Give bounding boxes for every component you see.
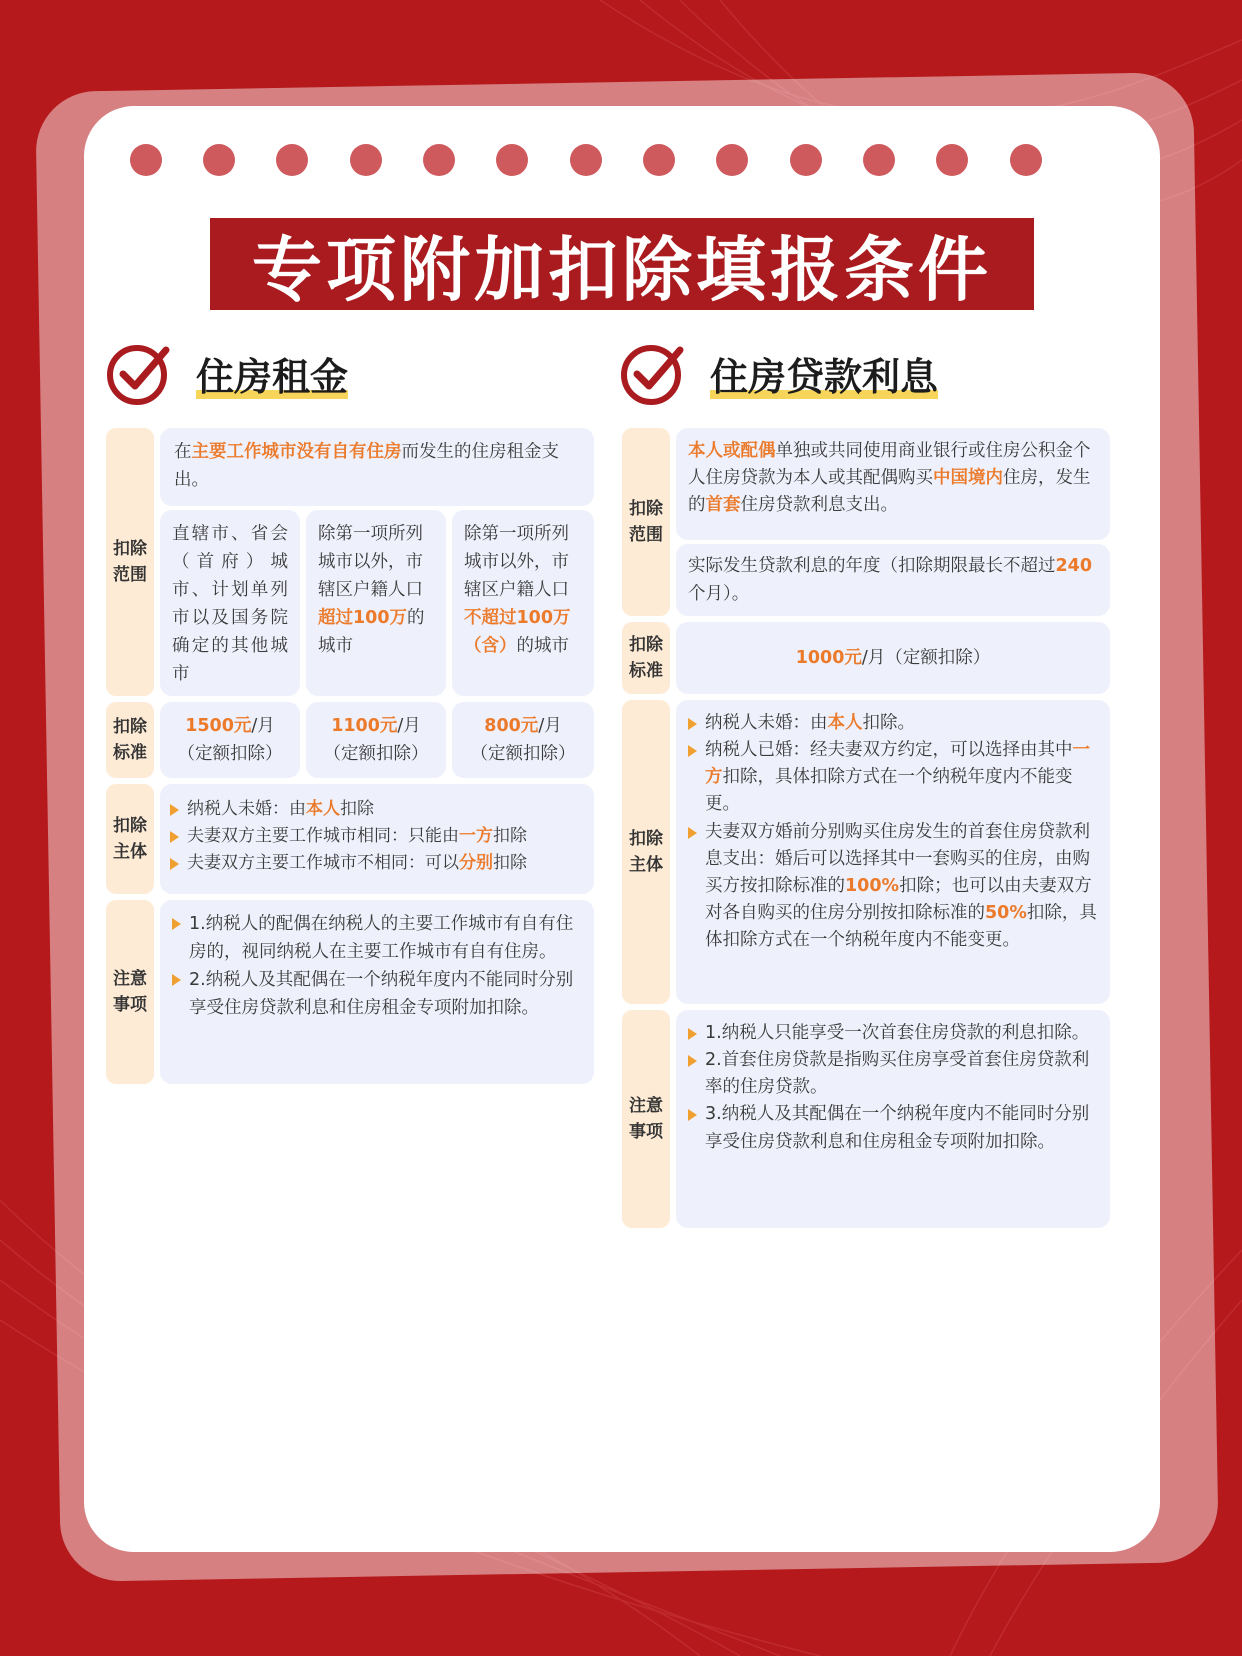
label-text: 扣除范围 bbox=[113, 538, 147, 585]
binder-hole bbox=[350, 144, 382, 176]
text-segment: 住房贷款利息支出。 bbox=[740, 495, 898, 516]
binder-hole bbox=[130, 144, 162, 176]
highlight-text: 本人 bbox=[827, 713, 863, 733]
highlight-text: 超过100万 bbox=[318, 608, 408, 628]
highlight-text: 50% bbox=[985, 902, 1027, 923]
note-text: 3.纳税人及其配偶在一个纳税年度内不能同时分别享受住房贷款利息和住房租金专项附加扣除。 bbox=[705, 1104, 1090, 1152]
rent-standard-1 bbox=[160, 702, 300, 778]
bullet-icon bbox=[688, 1109, 697, 1121]
binder-hole bbox=[423, 144, 455, 176]
highlight-text: 本人或配偶 bbox=[688, 441, 776, 461]
list-item bbox=[172, 966, 582, 1022]
highlight-text: 100% bbox=[845, 875, 900, 896]
bullet-icon bbox=[172, 974, 181, 986]
list-item bbox=[170, 850, 584, 877]
label-text: 扣除主体 bbox=[629, 828, 663, 875]
text-segment: 扣除 bbox=[340, 799, 374, 819]
note-text: （定额扣除） bbox=[177, 744, 283, 764]
text-segment: 扣除；也可以由夫妻双方对各自购买的住房分别按扣除标准的 bbox=[705, 875, 1092, 923]
note-text: 1.纳税人只能享受一次首套住房贷款的利息扣除。 bbox=[705, 1023, 1090, 1043]
amount-text: 1100元 bbox=[331, 716, 398, 736]
text-segment: 夫妻双方主要工作城市相同：只能由 bbox=[187, 826, 459, 847]
text-segment: 纳税人未婚：由 bbox=[705, 713, 828, 733]
bullet-icon bbox=[688, 1028, 697, 1040]
rent-subject-label bbox=[106, 784, 154, 894]
rent-notes-label bbox=[106, 900, 154, 1084]
bullet-icon bbox=[170, 804, 179, 816]
label-text: 注意事项 bbox=[629, 1095, 663, 1142]
binder-hole bbox=[496, 144, 528, 176]
list-item bbox=[688, 710, 1098, 737]
bullet-icon bbox=[688, 827, 697, 839]
loan-notes-list bbox=[676, 1010, 1110, 1228]
note-text: （定额扣除） bbox=[323, 744, 429, 764]
text-segment: 夫妻双方主要工作城市不相同：可以 bbox=[187, 853, 459, 874]
city-tier-text: 的城市 bbox=[516, 636, 569, 656]
text-segment: 扣除，具体扣除方式在一个纳税年度内不能变更。 bbox=[705, 767, 1073, 815]
label-text: 扣除标准 bbox=[629, 634, 663, 681]
highlight-text: 一方 bbox=[459, 826, 493, 847]
loan-standard-value bbox=[676, 622, 1110, 694]
rent-city-tier-2 bbox=[306, 510, 446, 696]
city-tier-text: 的城市 bbox=[318, 608, 425, 656]
rent-heading bbox=[196, 346, 348, 401]
highlight-text: 主要工作城市没有自有住房 bbox=[191, 442, 402, 462]
rent-scope-label bbox=[106, 428, 154, 696]
city-tier-text: 直辖市、省会（首府）城市、计划单列市以及国务院确定的其他城市 bbox=[172, 524, 288, 684]
highlight-text: 一方 bbox=[705, 740, 1090, 788]
check-circle-icon bbox=[620, 340, 686, 406]
list-item bbox=[688, 1047, 1098, 1101]
highlight-text: 中国境内 bbox=[933, 468, 1003, 489]
binder-holes bbox=[130, 144, 1120, 178]
bullet-icon bbox=[170, 858, 179, 870]
binder-hole bbox=[936, 144, 968, 176]
rent-subject-list bbox=[160, 784, 594, 894]
note-text: 2.首套住房贷款是指购买住房享受首套住房贷款利率的住房贷款。 bbox=[705, 1050, 1090, 1098]
label-text: 注意事项 bbox=[113, 968, 147, 1015]
loan-heading bbox=[710, 346, 938, 401]
text-segment: 住房，发生的 bbox=[688, 468, 1091, 516]
text-segment: 夫妻双方婚前分别购买住房发生的首套住房贷款利息支出：婚后可以选择其中一套购买的住房，由购买方按扣除标准的 bbox=[705, 821, 1090, 896]
loan-standard-label bbox=[622, 622, 670, 694]
binder-hole bbox=[863, 144, 895, 176]
text-segment: 而发生的住房租金支出。 bbox=[174, 442, 559, 490]
list-item bbox=[688, 1101, 1098, 1155]
page-title: 专项附加扣除填报条件 bbox=[252, 228, 992, 311]
binder-hole bbox=[1010, 144, 1042, 176]
city-tier-text: 除第一项所列城市以外，市辖区户籍人口 bbox=[318, 524, 423, 600]
highlight-text: 不超过100万（含） bbox=[464, 608, 571, 656]
highlight-text: 240 bbox=[1055, 556, 1093, 576]
unit-text: /月 bbox=[538, 716, 562, 736]
list-item bbox=[170, 796, 584, 823]
loan-scope-label bbox=[622, 428, 670, 616]
text-segment: 个月）。 bbox=[688, 584, 750, 604]
loan-header bbox=[620, 338, 938, 408]
binder-hole bbox=[203, 144, 235, 176]
binder-hole bbox=[716, 144, 748, 176]
unit-text: /月 bbox=[251, 716, 275, 736]
amount-text: 1500元 bbox=[185, 716, 252, 736]
rent-notes-list bbox=[160, 900, 594, 1084]
list-item bbox=[170, 823, 584, 850]
loan-heading-text: 住房贷款利息 bbox=[710, 354, 939, 399]
bullet-icon bbox=[688, 745, 697, 757]
loan-scope-period bbox=[676, 544, 1110, 616]
rent-scope-intro bbox=[160, 428, 594, 506]
highlight-text: 首套 bbox=[705, 495, 741, 516]
text-segment: 扣除 bbox=[493, 853, 527, 874]
text-segment: 纳税人已婚：经夫妻双方约定，可以选择由其中 bbox=[705, 740, 1073, 761]
amount-text: 800元 bbox=[484, 716, 539, 736]
list-item bbox=[688, 737, 1098, 818]
list-item bbox=[688, 1020, 1098, 1047]
list-item bbox=[172, 910, 582, 966]
binder-hole bbox=[570, 144, 602, 176]
binder-hole bbox=[643, 144, 675, 176]
rent-city-tier-1 bbox=[160, 510, 300, 696]
text-segment: 在 bbox=[174, 442, 192, 462]
highlight-text: 分别 bbox=[459, 853, 493, 874]
rent-city-tier-3 bbox=[452, 510, 594, 696]
text-segment: 实际发生贷款利息的年度（扣除期限最长不超过 bbox=[688, 556, 1056, 576]
text-segment: 扣除 bbox=[493, 826, 527, 847]
binder-hole bbox=[276, 144, 308, 176]
city-tier-text: 除第一项所列城市以外，市辖区户籍人口 bbox=[464, 524, 569, 600]
label-text: 扣除主体 bbox=[113, 815, 147, 862]
label-text: 扣除范围 bbox=[629, 498, 663, 545]
list-item bbox=[688, 819, 1098, 955]
binder-hole bbox=[790, 144, 822, 176]
rent-header bbox=[106, 338, 348, 408]
loan-subject-list bbox=[676, 700, 1110, 1004]
note-text: 2.纳税人及其配偶在一个纳税年度内不能同时分别享受住房贷款利息和住房租金专项附加扣除。 bbox=[189, 970, 574, 1018]
note-text: （定额扣除） bbox=[470, 744, 576, 764]
rent-standard-label bbox=[106, 702, 154, 778]
note-text: 1.纳税人的配偶在纳税人的主要工作城市有自有住房的，视同纳税人在主要工作城市有自有住房。 bbox=[189, 914, 574, 962]
label-text: 扣除标准 bbox=[113, 716, 147, 763]
unit-text: /月（定额扣除） bbox=[861, 648, 991, 668]
text-segment: 扣除，具体扣除方式在一个纳税年度内不能变更。 bbox=[705, 902, 1097, 950]
check-circle-icon bbox=[106, 340, 172, 406]
loan-notes-label bbox=[622, 1010, 670, 1228]
text-segment: 扣除。 bbox=[862, 713, 915, 733]
bullet-icon bbox=[172, 918, 181, 930]
loan-subject-label bbox=[622, 700, 670, 1004]
highlight-text: 本人 bbox=[306, 799, 340, 819]
rent-standard-3 bbox=[452, 702, 594, 778]
loan-scope-main bbox=[676, 428, 1110, 540]
bullet-icon bbox=[688, 718, 697, 730]
unit-text: /月 bbox=[397, 716, 421, 736]
bullet-icon bbox=[170, 831, 179, 843]
bullet-icon bbox=[688, 1055, 697, 1067]
rent-heading-text: 住房租金 bbox=[196, 354, 349, 399]
title-banner bbox=[210, 218, 1034, 310]
text-segment: 纳税人未婚：由 bbox=[187, 799, 306, 819]
rent-standard-2 bbox=[306, 702, 446, 778]
text-segment: 单独或共同使用商业银行或住房公积金个人住房贷款为本人或其配偶购买 bbox=[688, 441, 1091, 489]
amount-text: 1000元 bbox=[795, 648, 862, 668]
